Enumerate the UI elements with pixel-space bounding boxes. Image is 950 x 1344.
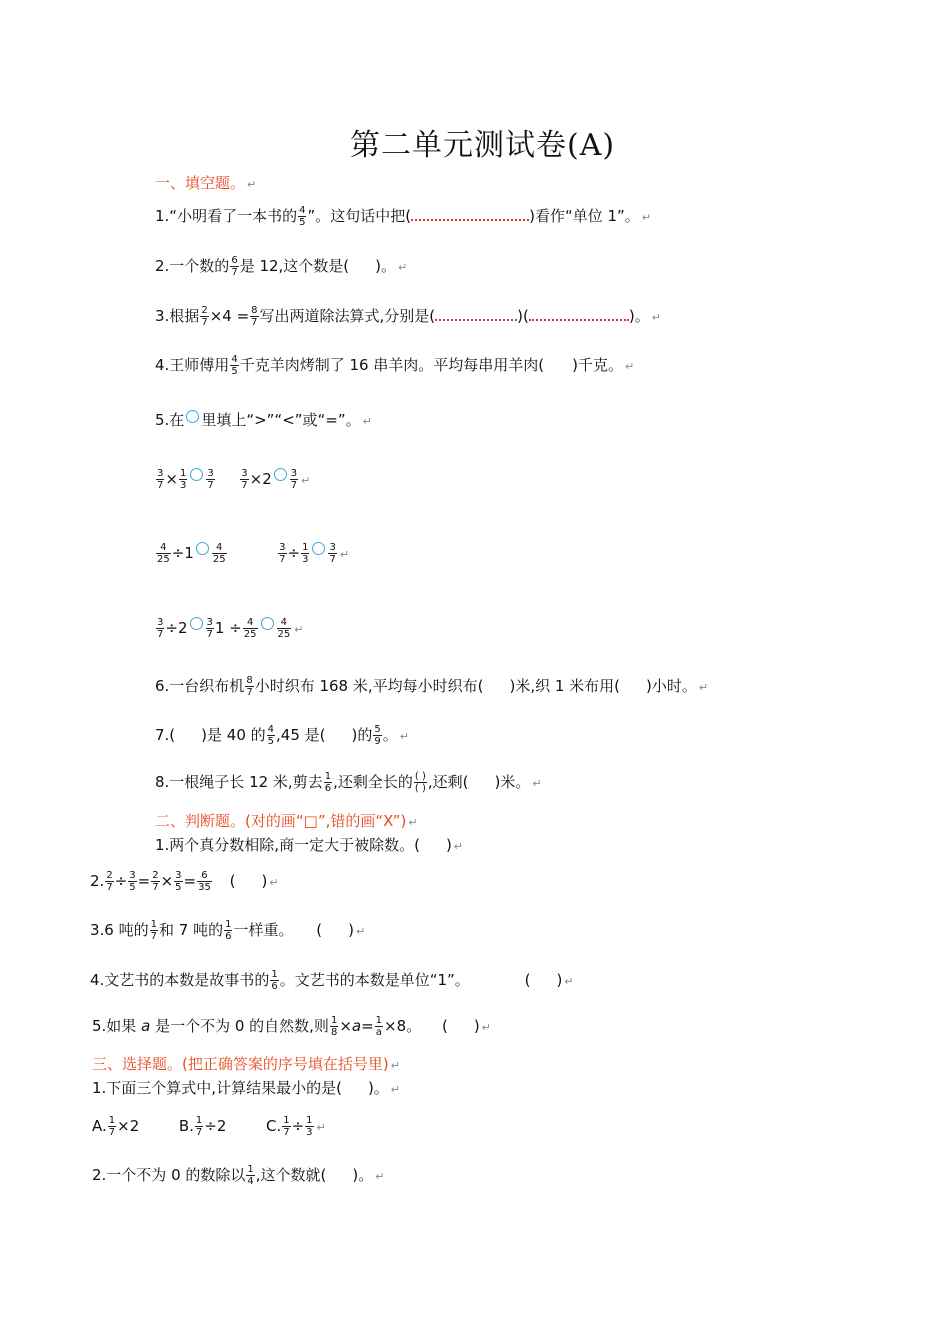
answer-blank[interactable] [411, 205, 529, 221]
page-title: 第二单元测试卷(A) [350, 128, 616, 163]
choice-1: 1.下面三个算式中,计算结果最小的是( )。 ↵ [92, 1079, 401, 1097]
question-8: 8.一根绳子长 12 米,剪去 $\frac{1}{6}$ ,还剩全长的 $\frac{( )}{( )}$ ,还剩( )米。 ↵ [155, 771, 542, 794]
judge-1: 1.两个真分数相除,商一定大于被除数。( ) ↵ [155, 836, 464, 854]
option-b[interactable]: B. $\frac{1}{7}$ ÷2 [178, 1115, 227, 1138]
compare-circle-icon[interactable] [274, 468, 287, 481]
compare-row-3: $\frac{3}{7}$ ÷2 $\frac{3}{7}$ 1 ÷ $\frac{4}{25}$ $\frac{4}{25}$ ↵ [157, 617, 304, 640]
judge-5: 5.如果 a 是一个不为 0 的自然数,则 $\frac{1}{8}$ ×a= $\frac{1}{a}$ ×8。 ( ) ↵ [92, 1015, 491, 1038]
judge-3: 3.6 吨的 $\frac{1}{7}$ 和 7 吨的 $\frac{1}{6}$ 一样重。 ( ) ↵ [90, 919, 366, 942]
option-c[interactable]: C. $\frac{1}{7}$ ÷ $\frac{1}{3}$ [265, 1115, 313, 1138]
question-4: 4.王师傅用 $\frac{4}{5}$ 千克羊肉烤制了 16 串羊肉。平均每串用羊肉( )千克。 ↵ [155, 354, 635, 377]
compare-circle-icon[interactable] [190, 468, 203, 481]
question-2: 2.一个数的 $\frac{6}{7}$ 是 12,这个数是( )。 ↵ [155, 255, 408, 278]
compare-row-1: $\frac{3}{7}$ × $\frac{1}{3}$ $\frac{3}{7}$ $\frac{3}{7}$ ×2 $\frac{3}{7}$ ↵ [157, 468, 311, 491]
choice-2: 2.一个不为 0 的数除以 $\frac{1}{4}$ ,这个数就( )。 ↵ [92, 1164, 385, 1187]
compare-circle-icon[interactable] [196, 542, 209, 555]
compare-circle-icon[interactable] [261, 617, 274, 630]
section-true-false-heading: 二、判断题。(对的画“□”,错的画“X”) ↵ [155, 812, 418, 830]
section-fill-in-heading: 一、填空题。 ↵ [155, 174, 257, 192]
judge-2: 2. $\frac{2}{7}$ ÷ $\frac{3}{5}$ = $\frac{2}{7}$ × $\frac{3}{5}$ = $\frac{6}{35}$ ( ) ↵ [90, 870, 279, 893]
option-a[interactable]: A. $\frac{1}{7}$ ×2 [92, 1115, 140, 1138]
answer-blank[interactable] [435, 305, 517, 321]
choice-1-options: A. $\frac{1}{7}$ ×2 B. $\frac{1}{7}$ ÷2 C. $\frac{1}{7}$ ÷ $\frac{1}{3}$ ↵ [92, 1115, 326, 1138]
compare-circle-icon[interactable] [190, 617, 203, 630]
compare-circle-icon[interactable] [312, 542, 325, 555]
question-6: 6.一台织布机 $\frac{8}{7}$ 小时织布 168 米,平均每小时织布( )米,织 1 米布用( )小时。 ↵ [155, 675, 709, 698]
question-7: 7.( )是 40 的 $\frac{4}{5}$ ,45 是( )的 $\frac{5}{9}$ 。 ↵ [155, 724, 409, 747]
question-5: 5.在 里填上“>”“<”或“=”。 ↵ [155, 411, 372, 429]
compare-circle-icon [186, 410, 199, 423]
section-choice-heading: 三、选择题。(把正确答案的序号填在括号里) ↵ [92, 1055, 400, 1073]
question-3: 3.根据 $\frac{2}{7}$ ×4 = $\frac{8}{7}$ 写出两道除法算式,分别是( )( )。 ↵ [155, 305, 661, 328]
judge-4: 4.文艺书的本数是故事书的 $\frac{1}{6}$ 。文艺书的本数是单位“1”。 ( ) ↵ [90, 969, 574, 992]
question-1: 1.“小明看了一本书的 $\frac{4}{5}$ ”。这句话中把( )看作“单位 1”。 ↵ [155, 205, 652, 228]
compare-row-2: $\frac{4}{25}$ ÷1 $\frac{4}{25}$ $\frac{3}{7}$ ÷ $\frac{1}{3}$ $\frac{3}{7}$ ↵ [157, 542, 350, 565]
fraction-blank[interactable]: $\frac{( )}{( )}$ [414, 771, 426, 794]
answer-blank[interactable] [529, 305, 629, 321]
